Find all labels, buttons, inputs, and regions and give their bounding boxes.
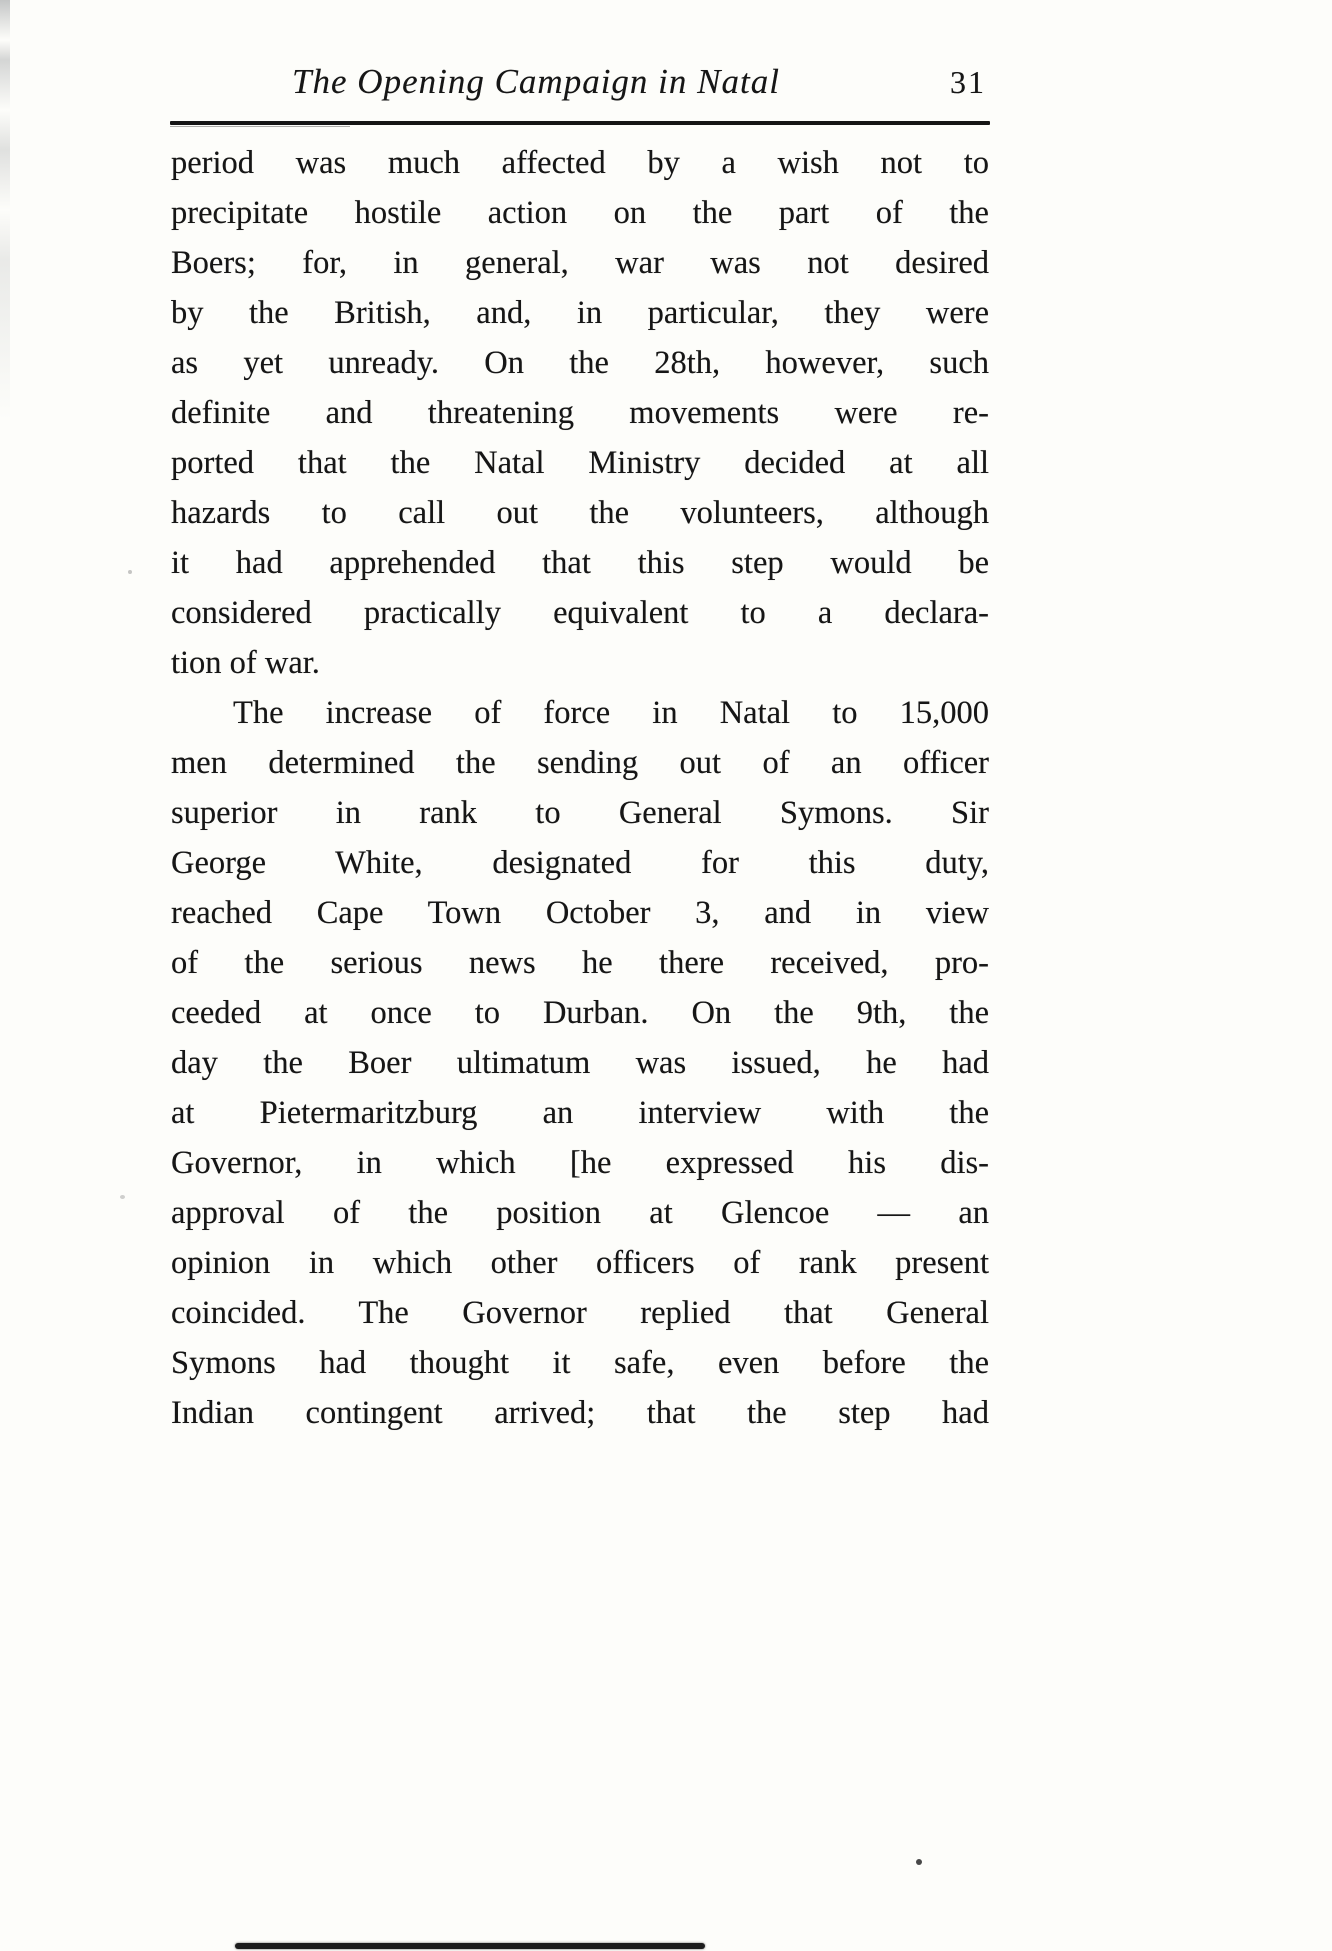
page-body bbox=[171, 138, 989, 1438]
scan-bottom-edge-artifact bbox=[235, 1943, 705, 1949]
text-line: tion of war. bbox=[171, 645, 320, 681]
text-line: precipitate hostile action on the part of the bbox=[171, 195, 989, 231]
scan-speck bbox=[916, 1859, 922, 1865]
scan-speck bbox=[128, 570, 132, 574]
text-line: definite and threatening movements were re- bbox=[171, 395, 989, 431]
text-line: coincided. The Governor replied that General bbox=[171, 1295, 989, 1331]
text-line: Indian contingent arrived; that the step had bbox=[171, 1395, 989, 1431]
text-line: Boers; for, in general, war was not desired bbox=[171, 245, 989, 281]
text-line: considered practically equivalent to a declara- bbox=[171, 595, 989, 631]
text-line: superior in rank to General Symons. Sir bbox=[171, 795, 989, 831]
text-line: ceeded at once to Durban. On the 9th, the bbox=[171, 995, 989, 1031]
text-line: men determined the sending out of an officer bbox=[171, 745, 989, 781]
text-line: ported that the Natal Ministry decided at all bbox=[171, 445, 989, 481]
text-line: of the serious news he there received, pro- bbox=[171, 945, 989, 981]
text-line: by the British, and, in particular, they were bbox=[171, 295, 989, 331]
text-line: The increase of force in Natal to 15,000 bbox=[233, 695, 989, 731]
text-line: it had apprehended that this step would be bbox=[171, 545, 989, 581]
text-line: opinion in which other officers of rank present bbox=[171, 1245, 989, 1281]
text-line: period was much affected by a wish not to bbox=[171, 145, 989, 181]
running-title: The Opening Campaign in Natal bbox=[292, 62, 780, 101]
page-header bbox=[172, 62, 990, 114]
text-line: hazards to call out the volunteers, although bbox=[171, 495, 989, 531]
page-number: 31 bbox=[950, 64, 986, 100]
text-line: day the Boer ultimatum was issued, he had bbox=[171, 1045, 989, 1081]
text-line: reached Cape Town October 3, and in view bbox=[171, 895, 989, 931]
header-rule bbox=[170, 121, 990, 125]
scan-speck bbox=[120, 1195, 125, 1199]
text-line: as yet unready. On the 28th, however, such bbox=[171, 345, 989, 381]
text-line: George White, designated for this duty, bbox=[171, 845, 989, 881]
text-line: approval of the position at Glencoe — an bbox=[171, 1195, 989, 1231]
text-line: Governor, in which [he expressed his dis- bbox=[171, 1145, 989, 1181]
text-line: at Pietermaritzburg an interview with the bbox=[171, 1095, 989, 1131]
scan-edge-artifact bbox=[0, 0, 10, 420]
text-line: Symons had thought it safe, even before the bbox=[171, 1345, 989, 1381]
